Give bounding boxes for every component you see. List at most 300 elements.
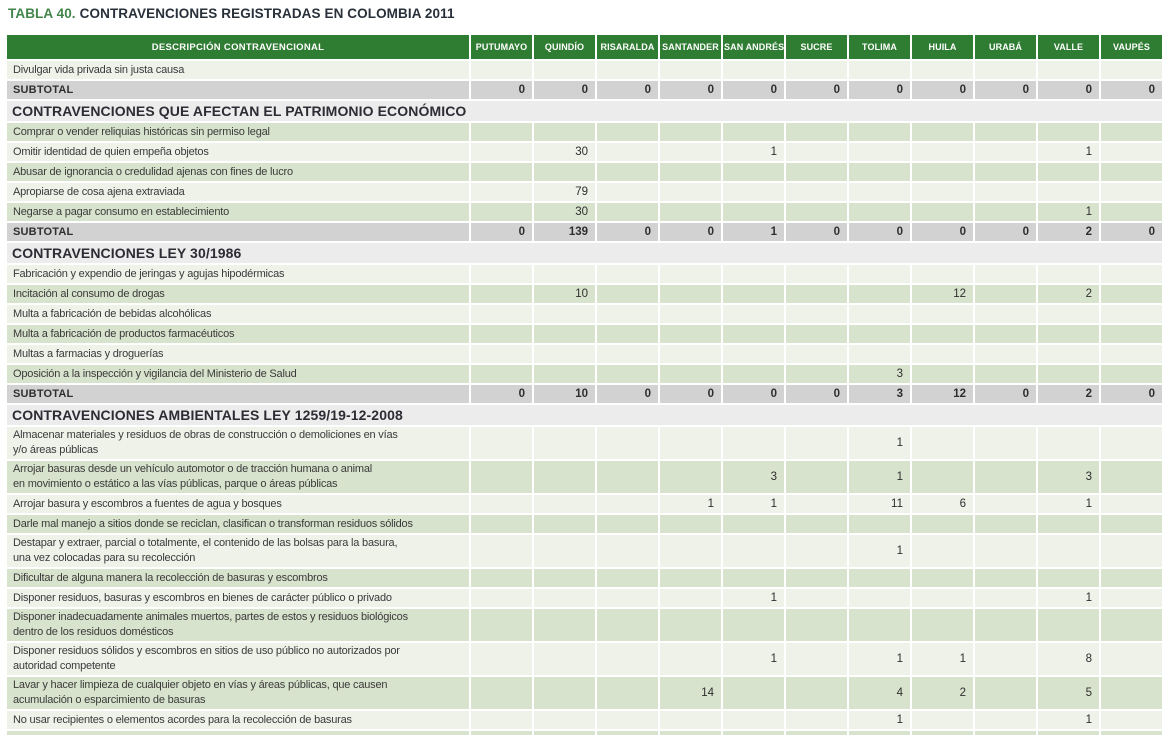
value-cell-santander: 1 — [660, 495, 723, 515]
value-cell-uraba — [975, 711, 1038, 731]
value-cell-tolima: 4 — [849, 677, 912, 711]
column-header-vaupes: VAUPÉS — [1101, 35, 1164, 61]
value-cell-sucre — [786, 461, 849, 495]
value-cell-sucre — [786, 427, 849, 461]
subtotal-label-text: SUBTOTAL — [13, 225, 74, 238]
value-cell-santander — [660, 365, 723, 385]
subtotal-label — [7, 81, 471, 101]
description-line: Omitir identidad de quien empeña objetos — [13, 145, 209, 158]
value-cell-tolima — [849, 183, 912, 203]
subtotal-value-san-andres: 0 — [723, 81, 786, 101]
description-line: Destapar y extraer, parcial o totalmente, el contenido de las bolsas para la basura, — [13, 537, 398, 549]
value-cell-sucre — [786, 535, 849, 569]
value-cell-santander — [660, 427, 723, 461]
value-cell-san-andres — [723, 365, 786, 385]
value-cell-vaupes — [1101, 345, 1164, 365]
subtotal-value-vaupes: 0 — [1101, 81, 1164, 101]
value-cell-risaralda — [597, 495, 660, 515]
value-cell-quindio — [534, 305, 597, 325]
value-cell-tolima: 3 — [849, 365, 912, 385]
table-header — [7, 35, 1164, 61]
table-row — [7, 711, 1164, 731]
value-cell-risaralda — [597, 589, 660, 609]
section-header-row — [7, 243, 1164, 265]
value-cell-san-andres — [723, 609, 786, 643]
column-header-quindio: QUINDÍO — [534, 35, 597, 61]
description-line: Arrojar basura y escombros a fuentes de agua y bosques — [13, 497, 282, 510]
column-header-putumayo: PUTUMAYO — [471, 35, 534, 61]
table-row — [7, 123, 1164, 143]
value-cell-uraba — [975, 731, 1038, 735]
value-cell-putumayo — [471, 643, 534, 677]
value-cell-santander — [660, 535, 723, 569]
value-cell-tolima — [849, 285, 912, 305]
description-line: Dificultar de alguna manera la recolección de basuras y escombros — [13, 571, 328, 584]
value-cell-huila — [912, 569, 975, 589]
table-row — [7, 677, 1164, 711]
value-cell-uraba — [975, 589, 1038, 609]
description-cell — [7, 143, 471, 163]
value-cell-sucre — [786, 305, 849, 325]
value-cell-san-andres — [723, 711, 786, 731]
value-cell-risaralda — [597, 265, 660, 285]
column-header-description: DESCRIPCIÓN CONTRAVENCIONAL — [7, 35, 471, 61]
value-cell-uraba — [975, 495, 1038, 515]
value-cell-uraba — [975, 325, 1038, 345]
value-cell-uraba — [975, 285, 1038, 305]
value-cell-sucre — [786, 731, 849, 735]
value-cell-santander — [660, 711, 723, 731]
value-cell-putumayo — [471, 61, 534, 81]
value-cell-valle — [1038, 123, 1101, 143]
value-cell-san-andres — [723, 123, 786, 143]
value-cell-valle: 1 — [1038, 495, 1101, 515]
value-cell-uraba — [975, 365, 1038, 385]
description-line: Fabricación y expendio de jeringas y agujas hipodérmicas — [13, 267, 285, 280]
description-line: Darle mal manejo a sitios donde se reciclan, clasifican o transforman residuos sólidos — [13, 517, 413, 530]
value-cell-huila — [912, 461, 975, 495]
description-cell — [7, 515, 471, 535]
description-cell — [7, 325, 471, 345]
description-cell — [7, 569, 471, 589]
subtotal-value-risaralda: 0 — [597, 385, 660, 405]
value-cell-valle: 1 — [1038, 203, 1101, 223]
value-cell-vaupes — [1101, 305, 1164, 325]
column-header-sucre: SUCRE — [786, 35, 849, 61]
value-cell-valle: 1 — [1038, 589, 1101, 609]
value-cell-uraba — [975, 183, 1038, 203]
value-cell-vaupes — [1101, 495, 1164, 515]
value-cell-putumayo — [471, 677, 534, 711]
value-cell-quindio — [534, 61, 597, 81]
description-line: y/o áreas públicas — [13, 444, 99, 456]
subtotal-value-putumayo: 0 — [471, 223, 534, 243]
subtotal-value-sucre: 0 — [786, 81, 849, 101]
subtotal-value-san-andres: 0 — [723, 385, 786, 405]
value-cell-huila — [912, 711, 975, 731]
table-row — [7, 427, 1164, 461]
table-number-label: TABLA 40. — [8, 6, 76, 21]
value-cell-putumayo — [471, 731, 534, 735]
description-line: Arrojar basuras desde un vehículo automotor o de tracción humana o animal — [13, 463, 373, 475]
table-row — [7, 61, 1164, 81]
value-cell-san-andres — [723, 569, 786, 589]
column-header-tolima: TOLIMA — [849, 35, 912, 61]
value-cell-valle — [1038, 345, 1101, 365]
value-cell-santander — [660, 569, 723, 589]
value-cell-quindio — [534, 325, 597, 345]
value-cell-san-andres: 1 — [723, 495, 786, 515]
subtotal-value-uraba: 0 — [975, 223, 1038, 243]
description-cell — [7, 265, 471, 285]
value-cell-huila — [912, 515, 975, 535]
description-line: No usar recipientes o elementos acordes para la recolección de basuras — [13, 713, 352, 726]
table-row — [7, 265, 1164, 285]
value-cell-huila — [912, 427, 975, 461]
description-line: Oposición a la inspección y vigilancia del Ministerio de Salud — [13, 367, 297, 380]
value-cell-santander — [660, 515, 723, 535]
value-cell-santander: 14 — [660, 677, 723, 711]
value-cell-san-andres — [723, 61, 786, 81]
description-line: Disponer residuos, basuras y escombros en bienes de carácter público o privado — [13, 591, 392, 604]
value-cell-vaupes — [1101, 143, 1164, 163]
value-cell-huila — [912, 183, 975, 203]
subtotal-value-tolima: 0 — [849, 81, 912, 101]
value-cell-santander — [660, 643, 723, 677]
subtotal-value-huila: 12 — [912, 385, 975, 405]
column-header-valle: VALLE — [1038, 35, 1101, 61]
table-row — [7, 183, 1164, 203]
subtotal-value-risaralda: 0 — [597, 223, 660, 243]
value-cell-vaupes — [1101, 643, 1164, 677]
value-cell-risaralda — [597, 569, 660, 589]
value-cell-valle — [1038, 731, 1101, 735]
value-cell-valle — [1038, 535, 1101, 569]
description-cell — [7, 365, 471, 385]
value-cell-sucre — [786, 365, 849, 385]
value-cell-uraba — [975, 305, 1038, 325]
value-cell-valle: 8 — [1038, 643, 1101, 677]
value-cell-tolima — [849, 609, 912, 643]
value-cell-quindio — [534, 731, 597, 735]
value-cell-quindio — [534, 515, 597, 535]
description-line: Disponer residuos sólidos y escombros en sitios de uso público no autorizados por — [13, 645, 400, 657]
value-cell-vaupes — [1101, 427, 1164, 461]
subtotal-value-huila: 0 — [912, 223, 975, 243]
value-cell-san-andres — [723, 285, 786, 305]
value-cell-huila — [912, 325, 975, 345]
value-cell-san-andres — [723, 535, 786, 569]
description-cell — [7, 203, 471, 223]
value-cell-santander — [660, 123, 723, 143]
subtotal-label — [7, 385, 471, 405]
value-cell-quindio — [534, 535, 597, 569]
description-cell — [7, 495, 471, 515]
description-cell — [7, 609, 471, 643]
value-cell-putumayo — [471, 427, 534, 461]
value-cell-huila — [912, 609, 975, 643]
table-row — [7, 609, 1164, 643]
value-cell-vaupes — [1101, 589, 1164, 609]
value-cell-sucre — [786, 589, 849, 609]
value-cell-quindio: 79 — [534, 183, 597, 203]
contraventions-table — [7, 35, 1164, 735]
description-line: Incitación al consumo de drogas — [13, 287, 165, 300]
description-cell — [7, 427, 471, 461]
value-cell-putumayo — [471, 609, 534, 643]
subtotal-value-quindio: 139 — [534, 223, 597, 243]
value-cell-tolima: 1 — [849, 643, 912, 677]
value-cell-huila — [912, 535, 975, 569]
value-cell-sucre — [786, 515, 849, 535]
description-cell — [7, 677, 471, 711]
description-cell — [7, 731, 471, 735]
value-cell-valle — [1038, 365, 1101, 385]
value-cell-tolima — [849, 589, 912, 609]
value-cell-risaralda — [597, 61, 660, 81]
description-cell — [7, 643, 471, 677]
value-cell-tolima — [849, 143, 912, 163]
table-row — [7, 143, 1164, 163]
value-cell-sucre — [786, 609, 849, 643]
value-cell-vaupes — [1101, 183, 1164, 203]
table-body — [7, 61, 1164, 735]
value-cell-sucre — [786, 285, 849, 305]
value-cell-uraba — [975, 677, 1038, 711]
value-cell-risaralda — [597, 731, 660, 735]
column-header-santander: SANTANDER — [660, 35, 723, 61]
value-cell-vaupes — [1101, 711, 1164, 731]
value-cell-risaralda — [597, 461, 660, 495]
value-cell-valle: 3 — [1038, 461, 1101, 495]
value-cell-tolima — [849, 731, 912, 735]
value-cell-quindio — [534, 265, 597, 285]
value-cell-putumayo — [471, 365, 534, 385]
value-cell-valle — [1038, 325, 1101, 345]
value-cell-huila — [912, 345, 975, 365]
table-row — [7, 305, 1164, 325]
value-cell-putumayo — [471, 589, 534, 609]
value-cell-putumayo — [471, 495, 534, 515]
description-cell — [7, 305, 471, 325]
subtotal-value-huila: 0 — [912, 81, 975, 101]
value-cell-risaralda — [597, 123, 660, 143]
value-cell-risaralda — [597, 163, 660, 183]
value-cell-sucre — [786, 123, 849, 143]
value-cell-san-andres — [723, 325, 786, 345]
subtotal-value-putumayo: 0 — [471, 385, 534, 405]
table-row — [7, 535, 1164, 569]
subtotal-value-uraba: 0 — [975, 385, 1038, 405]
value-cell-vaupes — [1101, 535, 1164, 569]
description-line: Abusar de ignorancia o credulidad ajenas con fines de lucro — [13, 165, 293, 178]
value-cell-risaralda — [597, 609, 660, 643]
value-cell-risaralda — [597, 711, 660, 731]
value-cell-uraba — [975, 61, 1038, 81]
value-cell-vaupes — [1101, 61, 1164, 81]
value-cell-putumayo — [471, 265, 534, 285]
value-cell-vaupes — [1101, 123, 1164, 143]
value-cell-tolima — [849, 203, 912, 223]
value-cell-quindio — [534, 123, 597, 143]
description-cell — [7, 123, 471, 143]
value-cell-putumayo — [471, 123, 534, 143]
value-cell-tolima — [849, 61, 912, 81]
value-cell-huila: 1 — [912, 643, 975, 677]
value-cell-huila — [912, 589, 975, 609]
value-cell-vaupes — [1101, 265, 1164, 285]
description-line: autoridad competente — [13, 660, 116, 672]
value-cell-quindio — [534, 643, 597, 677]
value-cell-santander — [660, 183, 723, 203]
value-cell-sucre — [786, 61, 849, 81]
description-line: Almacenar materiales y residuos de obras de construcción o demoliciones en vías — [13, 429, 398, 441]
value-cell-vaupes — [1101, 677, 1164, 711]
description-cell — [7, 61, 471, 81]
table-row — [7, 325, 1164, 345]
value-cell-vaupes — [1101, 163, 1164, 183]
value-cell-sucre — [786, 163, 849, 183]
value-cell-san-andres — [723, 265, 786, 285]
value-cell-san-andres — [723, 163, 786, 183]
value-cell-tolima — [849, 569, 912, 589]
value-cell-uraba — [975, 535, 1038, 569]
value-cell-sucre — [786, 643, 849, 677]
value-cell-uraba — [975, 265, 1038, 285]
value-cell-putumayo — [471, 345, 534, 365]
value-cell-vaupes — [1101, 609, 1164, 643]
column-header-risaralda: RISARALDA — [597, 35, 660, 61]
value-cell-san-andres: 1 — [723, 643, 786, 677]
subtotal-value-santander: 0 — [660, 223, 723, 243]
value-cell-san-andres — [723, 677, 786, 711]
value-cell-risaralda — [597, 365, 660, 385]
value-cell-santander — [660, 265, 723, 285]
value-cell-vaupes — [1101, 731, 1164, 735]
value-cell-vaupes — [1101, 461, 1164, 495]
value-cell-valle: 1 — [1038, 711, 1101, 731]
column-header-uraba: URABÁ — [975, 35, 1038, 61]
value-cell-putumayo — [471, 183, 534, 203]
value-cell-san-andres: 1 — [723, 143, 786, 163]
subtotal-value-risaralda: 0 — [597, 81, 660, 101]
value-cell-putumayo — [471, 203, 534, 223]
subtotal-value-santander: 0 — [660, 385, 723, 405]
table-row — [7, 589, 1164, 609]
description-line: acumulación o esparcimiento de basuras — [13, 694, 206, 706]
value-cell-tolima: 1 — [849, 427, 912, 461]
value-cell-huila — [912, 143, 975, 163]
value-cell-uraba — [975, 123, 1038, 143]
value-cell-huila — [912, 203, 975, 223]
description-line: dentro de los residuos domésticos — [13, 626, 174, 638]
table-row — [7, 643, 1164, 677]
value-cell-tolima: 1 — [849, 535, 912, 569]
column-header-san-andres: SAN ANDRÉS — [723, 35, 786, 61]
value-cell-vaupes — [1101, 203, 1164, 223]
description-line: Comprar o vender reliquias históricas sin permiso legal — [13, 125, 270, 138]
value-cell-san-andres — [723, 731, 786, 735]
value-cell-valle: 2 — [1038, 285, 1101, 305]
description-cell — [7, 285, 471, 305]
subtotal-label-text: SUBTOTAL — [13, 83, 74, 96]
value-cell-quindio — [534, 461, 597, 495]
description-line: una vez colocadas para su recolección — [13, 552, 196, 564]
value-cell-uraba — [975, 643, 1038, 677]
description-line: Apropiarse de cosa ajena extraviada — [13, 185, 185, 198]
value-cell-san-andres: 1 — [723, 589, 786, 609]
value-cell-san-andres — [723, 345, 786, 365]
value-cell-risaralda — [597, 643, 660, 677]
subtotal-value-sucre: 0 — [786, 385, 849, 405]
value-cell-valle — [1038, 163, 1101, 183]
value-cell-tolima: 1 — [849, 461, 912, 495]
value-cell-san-andres — [723, 305, 786, 325]
value-cell-uraba — [975, 143, 1038, 163]
value-cell-huila — [912, 365, 975, 385]
value-cell-putumayo — [471, 569, 534, 589]
value-cell-quindio — [534, 569, 597, 589]
table-row — [7, 495, 1164, 515]
table-row — [7, 731, 1164, 735]
value-cell-huila — [912, 731, 975, 735]
value-cell-santander — [660, 589, 723, 609]
value-cell-sucre — [786, 711, 849, 731]
table-row — [7, 203, 1164, 223]
page-title-text: CONTRAVENCIONES REGISTRADAS EN COLOMBIA 2011 — [79, 6, 455, 21]
description-cell — [7, 163, 471, 183]
value-cell-santander — [660, 203, 723, 223]
subtotal-value-santander: 0 — [660, 81, 723, 101]
value-cell-vaupes — [1101, 285, 1164, 305]
value-cell-huila — [912, 123, 975, 143]
value-cell-risaralda — [597, 305, 660, 325]
subtotal-value-valle: 0 — [1038, 81, 1101, 101]
value-cell-valle — [1038, 265, 1101, 285]
description-line: Multa a fabricación de bebidas alcohólicas — [13, 307, 212, 320]
table-header-row — [7, 35, 1164, 61]
table-row — [7, 461, 1164, 495]
value-cell-risaralda — [597, 345, 660, 365]
value-cell-san-andres — [723, 203, 786, 223]
description-cell — [7, 461, 471, 495]
value-cell-tolima — [849, 515, 912, 535]
value-cell-quindio — [534, 589, 597, 609]
value-cell-risaralda — [597, 677, 660, 711]
value-cell-santander — [660, 285, 723, 305]
value-cell-santander — [660, 143, 723, 163]
value-cell-sucre — [786, 569, 849, 589]
value-cell-tolima — [849, 265, 912, 285]
subtotal-value-quindio: 10 — [534, 385, 597, 405]
value-cell-putumayo — [471, 711, 534, 731]
subtotal-label-text: SUBTOTAL — [13, 387, 74, 400]
description-line: Multas a farmacias y droguerías — [13, 347, 164, 360]
value-cell-valle — [1038, 515, 1101, 535]
value-cell-uraba — [975, 163, 1038, 183]
description-cell — [7, 345, 471, 365]
value-cell-valle — [1038, 61, 1101, 81]
value-cell-sucre — [786, 143, 849, 163]
subtotal-label — [7, 223, 471, 243]
section-header-row — [7, 405, 1164, 427]
description-cell — [7, 711, 471, 731]
subtotal-value-vaupes: 0 — [1101, 385, 1164, 405]
value-cell-quindio — [534, 711, 597, 731]
value-cell-putumayo — [471, 461, 534, 495]
subtotal-row — [7, 223, 1164, 243]
value-cell-tolima — [849, 123, 912, 143]
